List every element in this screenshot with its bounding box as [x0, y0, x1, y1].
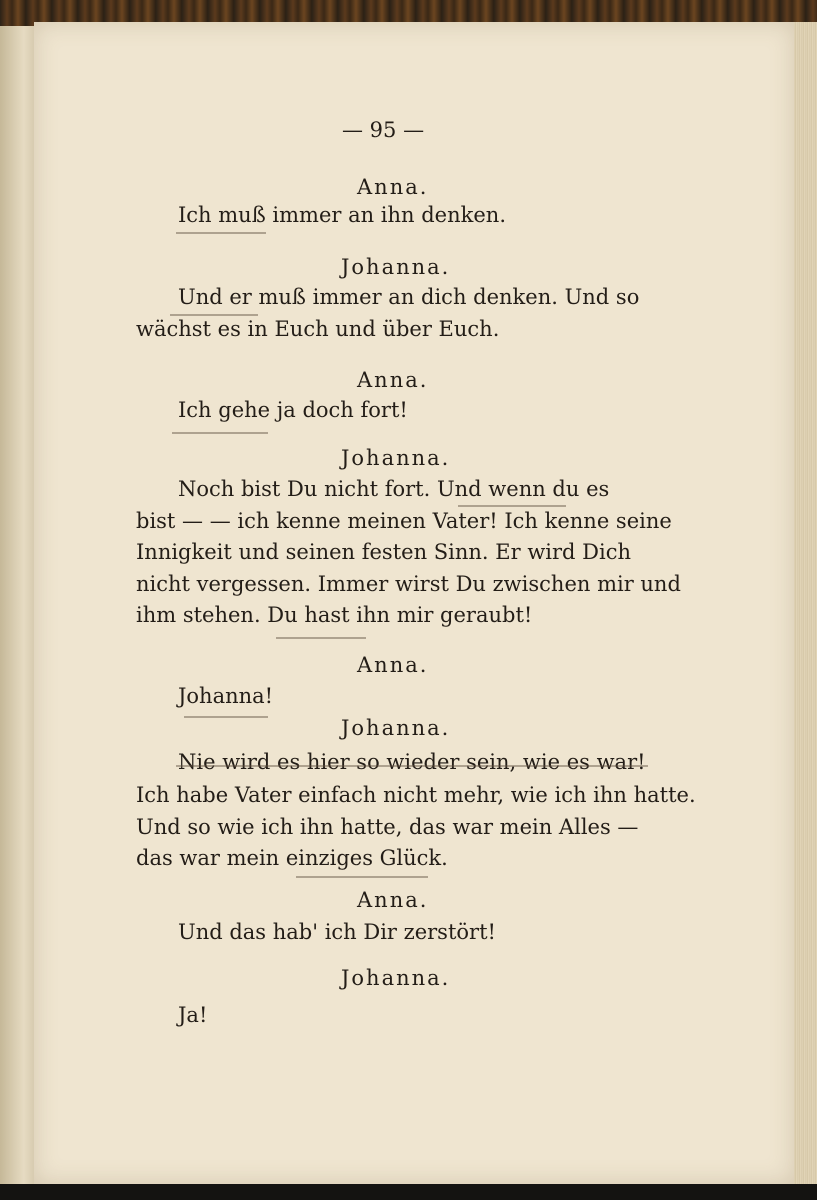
- pencil-underline: [176, 232, 266, 234]
- dialogue-line: Innigkeit und seinen festen Sinn. Er wird Dich: [136, 540, 632, 564]
- page-number: — 95 —: [342, 118, 425, 142]
- speaker-name: Johanna.: [341, 255, 451, 279]
- speaker-name: Johanna.: [341, 446, 451, 470]
- speaker-name: Anna.: [357, 888, 429, 912]
- speaker-name: Anna.: [357, 653, 429, 677]
- gutter-margin: [0, 26, 34, 1186]
- dialogue-line: bist — — ich kenne meinen Vater! Ich kenne seine: [136, 509, 672, 533]
- dialogue-line: Noch bist Du nicht fort. Und wenn du es: [178, 477, 610, 501]
- pencil-underline: [296, 876, 428, 878]
- dialogue-line: Und er muß immer an dich denken. Und so: [178, 285, 640, 309]
- pencil-underline: [172, 432, 268, 434]
- dialogue-line: Ich gehe ja doch fort!: [178, 398, 408, 422]
- dialogue-line: das war mein einziges Glück.: [136, 846, 448, 870]
- pencil-strikethrough: [176, 765, 648, 767]
- pencil-underline: [170, 314, 258, 316]
- dialogue-line: Nie wird es hier so wieder sein, wie es war!: [178, 750, 646, 774]
- dialogue-line: ihm stehen. Du hast ihn mir geraubt!: [136, 603, 533, 627]
- pencil-underline: [276, 637, 366, 639]
- dialogue-line: Ich habe Vater einfach nicht mehr, wie ich ihn hatte.: [136, 783, 696, 807]
- dialogue-line: Und das hab' ich Dir zerstört!: [178, 920, 496, 944]
- dialogue-line: Und so wie ich ihn hatte, das war mein Alles —: [136, 815, 639, 839]
- page-stack-edge: [794, 22, 817, 1184]
- dialogue-line: Ich muß immer an ihn denken.: [178, 203, 506, 227]
- speaker-name: Johanna.: [341, 716, 451, 740]
- speaker-name: Anna.: [357, 175, 429, 199]
- pencil-underline: [184, 716, 268, 718]
- speaker-name: Anna.: [357, 368, 429, 392]
- speaker-name: Johanna.: [341, 966, 451, 990]
- scan-bottom-border: [0, 1184, 817, 1200]
- dialogue-line: Johanna!: [178, 684, 274, 708]
- pencil-underline: [458, 505, 566, 507]
- dialogue-line: wächst es in Euch und über Euch.: [136, 317, 500, 341]
- dialogue-line: nicht vergessen. Immer wirst Du zwischen mir und: [136, 572, 681, 596]
- dialogue-line: Ja!: [178, 1003, 208, 1027]
